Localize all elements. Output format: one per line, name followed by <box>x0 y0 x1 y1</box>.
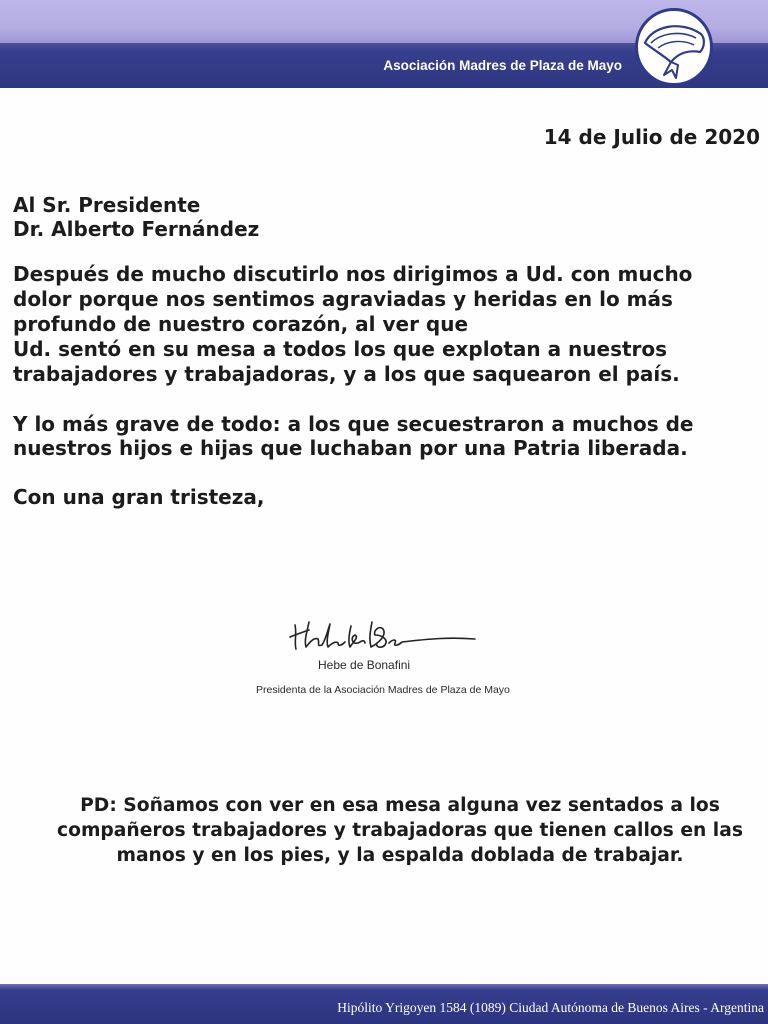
body-line: trabajadores y trabajadoras, y a los que saquearon el país. <box>13 362 680 386</box>
closing-line: Con una gran tristeza, <box>13 485 265 509</box>
postscript-line: compañeros trabajadores y trabajadoras que tienen callos en las <box>57 820 743 841</box>
organization-name: Asociación Madres de Plaza de Mayo <box>383 58 622 73</box>
body-line: dolor porque nos sentimos agraviadas y heridas en lo más <box>13 287 673 311</box>
signatory-title: Presidenta de la Asociación Madres de Plaza de Mayo <box>256 684 510 696</box>
footer-address: Hipólito Yrigoyen 1584 (1089) Ciudad Autónoma de Buenos Aires - Argentina <box>337 1000 764 1015</box>
letter-date: 14 de Julio de 2020 <box>543 125 760 149</box>
postscript-line: PD: Soñamos con ver en esa mesa alguna vez sentados a los <box>80 795 720 816</box>
body-line: profundo de nuestro corazón, al ver que <box>13 312 469 336</box>
recipient-line: Dr. Alberto Fernández <box>13 217 260 241</box>
signature-strokes <box>290 622 475 649</box>
body-line: Ud. sentó en su mesa a todos los que explotan a nuestros <box>13 337 668 361</box>
letterhead <box>0 0 768 88</box>
signatory-name: Hebe de Bonafini <box>318 658 411 672</box>
body-paragraph-1 <box>13 262 692 387</box>
body-line: Y lo más grave de todo: a los que secuestraron a muchos de <box>13 412 694 436</box>
body-line: Después de mucho discutirlo nos dirigimos a Ud. con mucho <box>13 262 693 286</box>
recipient-line: Al Sr. Presidente <box>13 193 201 217</box>
body-paragraph-2 <box>13 412 694 460</box>
postscript <box>32 793 768 868</box>
handwritten-signature <box>288 615 478 660</box>
body-line: nuestros hijos e hijas que luchaban por una Patria liberada. <box>13 436 688 460</box>
letterhead-footer <box>0 984 768 1024</box>
recipient-block <box>13 193 259 241</box>
postscript-line: manos y en los pies, y la espalda doblada de trabajar. <box>116 845 684 866</box>
panuelo-logo-icon <box>634 7 714 87</box>
